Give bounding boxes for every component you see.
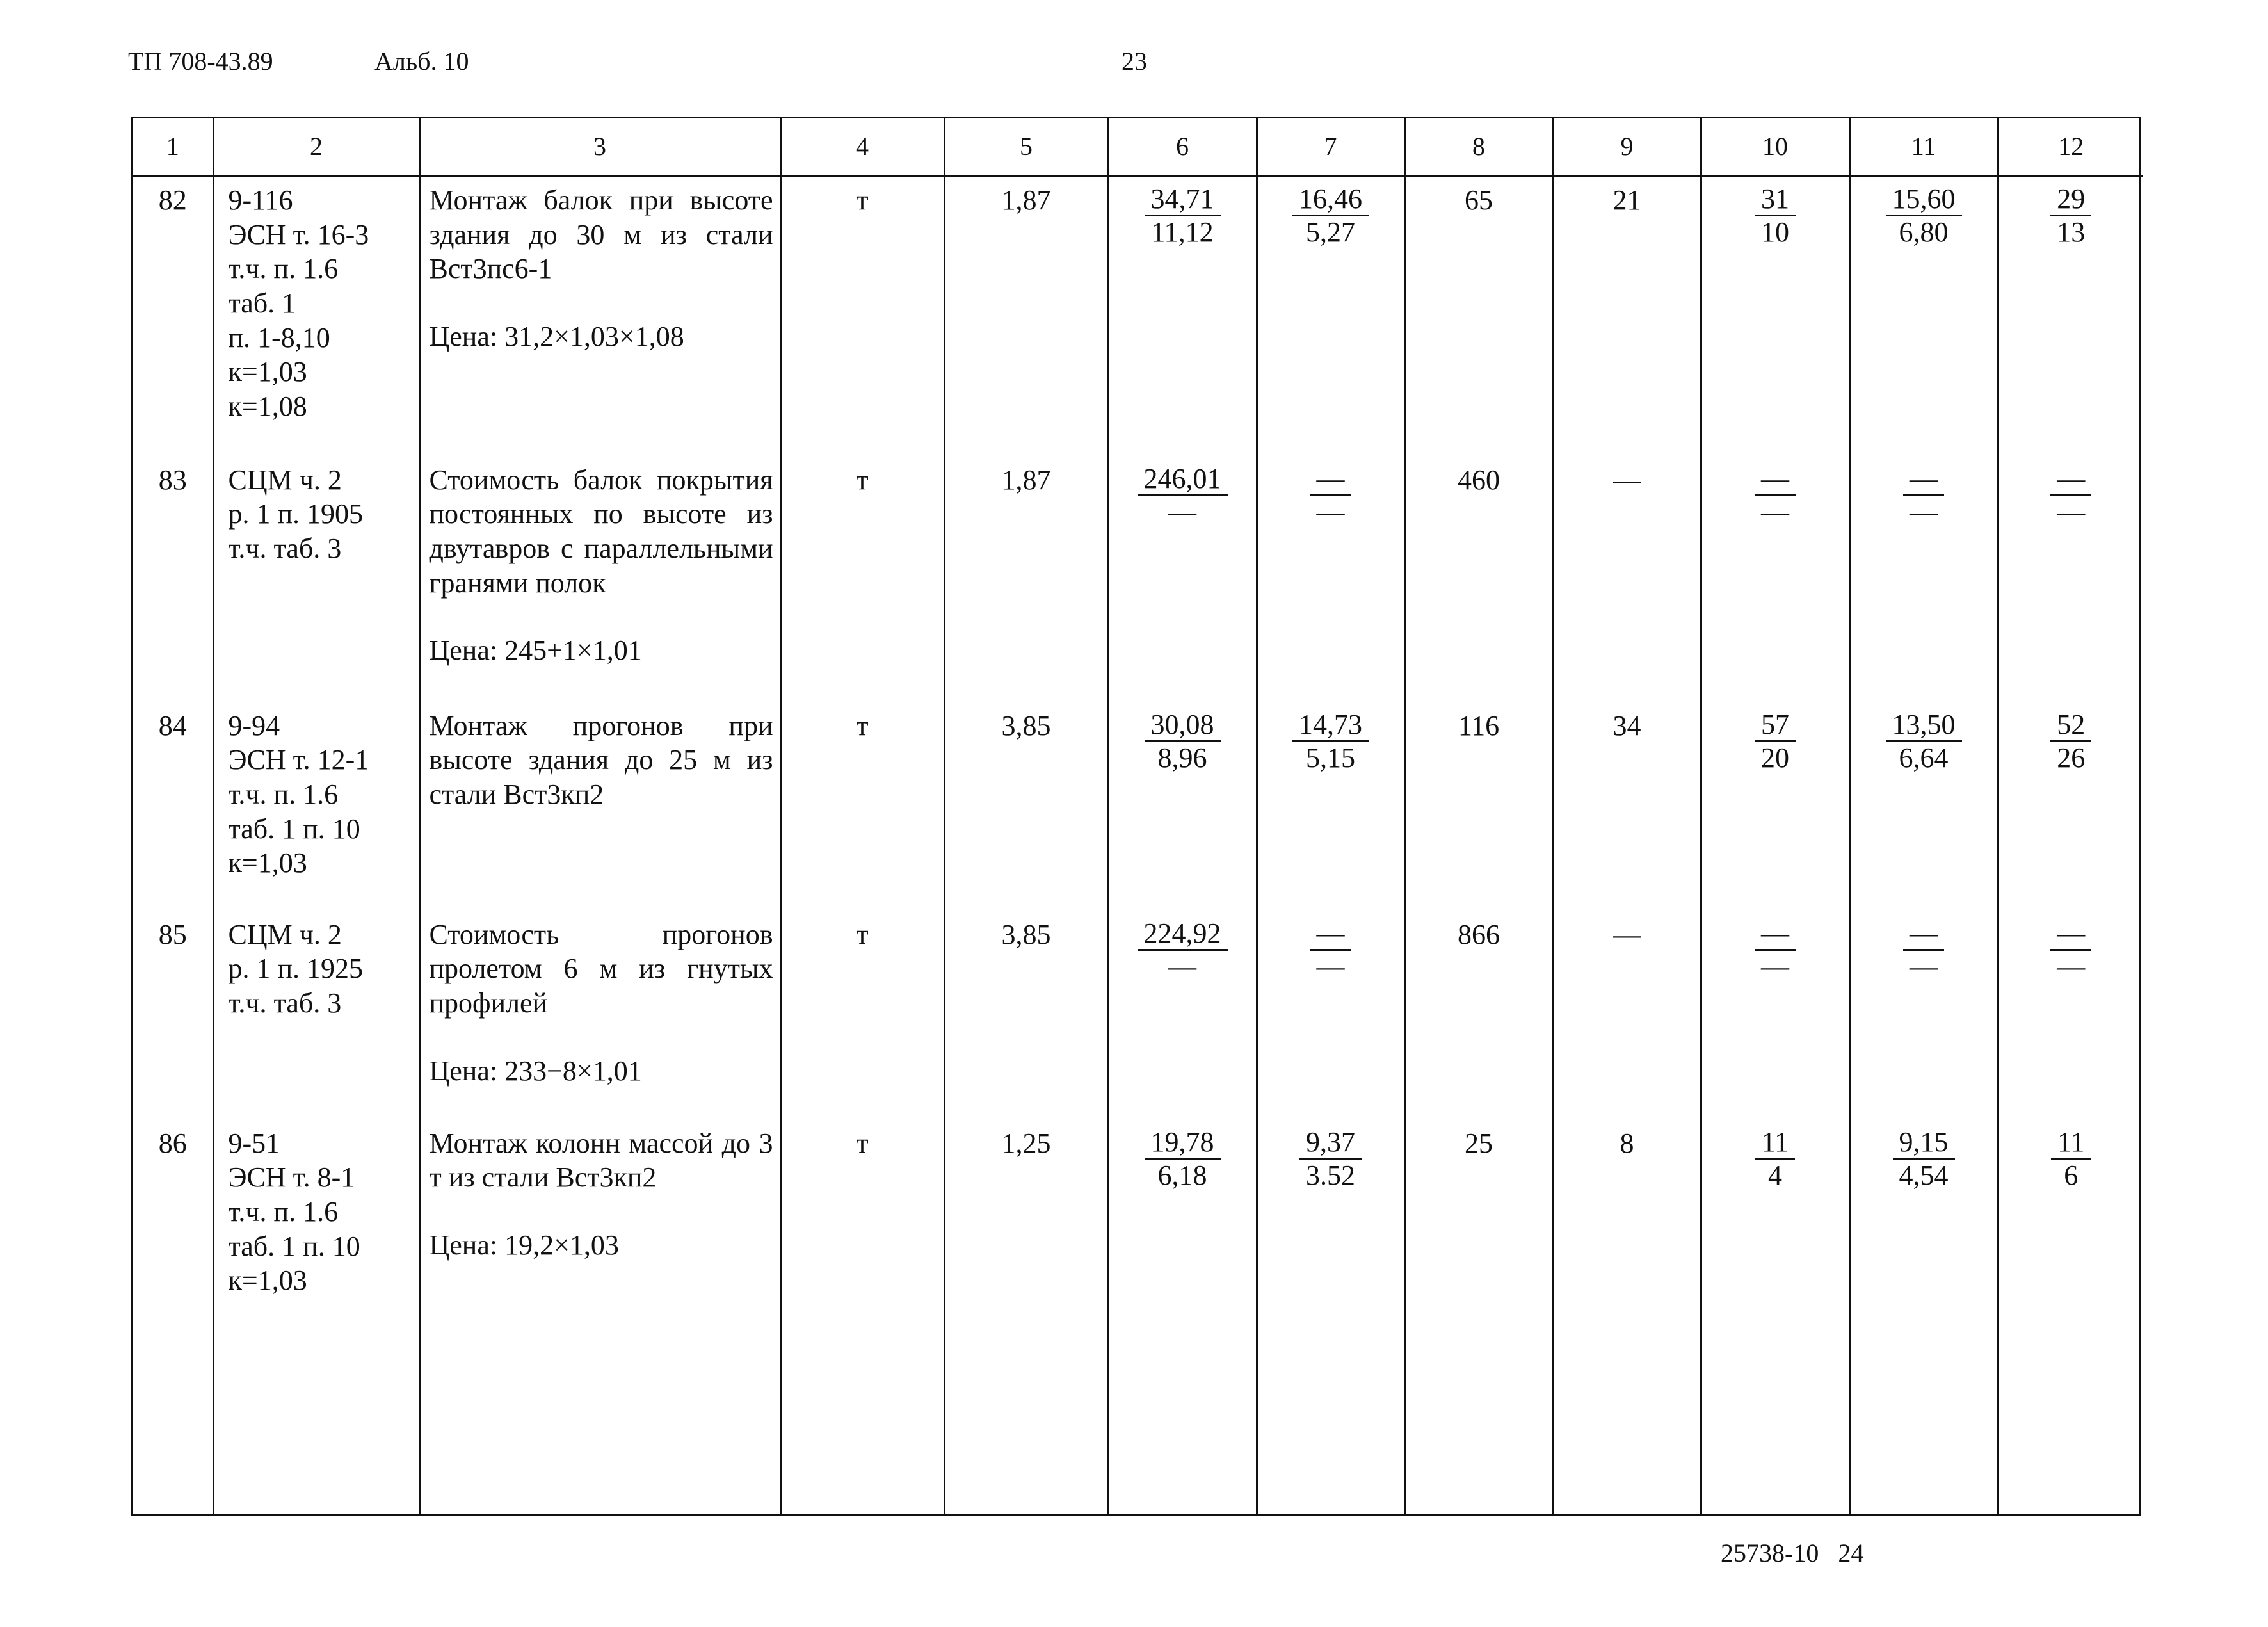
fraction-c12 xyxy=(2050,463,2091,528)
description-cell xyxy=(419,911,780,1120)
fraction-c6-denominator: — xyxy=(1168,950,1196,982)
value-wrap xyxy=(1258,911,1404,983)
fraction-c12-denominator: — xyxy=(2057,496,2086,528)
value-wrap xyxy=(1999,177,2144,248)
unit-cell xyxy=(780,1120,944,1515)
fraction-c12-denominator: 13 xyxy=(2057,216,2086,248)
value-wrap xyxy=(1702,177,1849,248)
value-c9: — xyxy=(1613,464,1641,496)
page-number: 23 xyxy=(1122,47,1147,76)
quantity-cell xyxy=(944,1120,1108,1515)
code-block xyxy=(214,1120,419,1298)
fraction-c11-denominator: 6,64 xyxy=(1899,741,1949,773)
fraction-c6-numerator: 30,08 xyxy=(1145,709,1221,742)
unit-cell xyxy=(780,702,944,911)
code-line: п. 1-8,10 xyxy=(228,321,330,353)
column-header: 9 xyxy=(1553,118,1701,176)
unit: т xyxy=(856,464,869,496)
fraction-c12 xyxy=(2050,918,2091,983)
value-cell-c10 xyxy=(1701,702,1849,911)
value-cell-c8 xyxy=(1404,702,1553,911)
fraction-c6 xyxy=(1138,463,1228,528)
description-cell xyxy=(419,702,780,911)
value-wrap xyxy=(1109,457,1256,528)
value-cell-c12 xyxy=(1998,176,2143,457)
column-number-row xyxy=(133,118,2143,176)
code-block xyxy=(214,177,419,424)
value-wrap xyxy=(1109,911,1256,983)
value-c8: 116 xyxy=(1458,709,1500,741)
price-formula: Цена: 233−8×1,01 xyxy=(429,1055,642,1087)
code-line: т.ч. п. 1.6 xyxy=(228,1195,339,1227)
column-header: 2 xyxy=(213,118,419,176)
fraction-c7-denominator: 5,15 xyxy=(1306,741,1355,773)
row-number: 84 xyxy=(158,709,187,741)
code-line: ЭСН т. 12-1 xyxy=(228,744,369,776)
unit-cell xyxy=(780,457,944,702)
fraction-c7 xyxy=(1299,1126,1362,1192)
value-c9: 34 xyxy=(1613,709,1641,741)
fraction-c10 xyxy=(1755,1126,1795,1192)
value-cell-c6 xyxy=(1108,911,1257,1120)
code-line: 9-94 xyxy=(228,709,280,741)
value-wrap xyxy=(1109,702,1256,774)
fraction-c12 xyxy=(2050,709,2091,774)
document-code: ТП 708-43.89 xyxy=(128,47,273,76)
fraction-c7-numerator: 14,73 xyxy=(1292,709,1369,742)
value-wrap xyxy=(1109,177,1256,248)
unit-cell xyxy=(780,911,944,1120)
description-block xyxy=(421,911,780,1089)
quantity-cell xyxy=(944,702,1108,911)
fraction-c11-denominator: 4,54 xyxy=(1899,1159,1949,1191)
value-cell-c10 xyxy=(1701,911,1849,1120)
code-line: к=1,03 xyxy=(228,356,307,388)
code-line: т.ч. таб. 3 xyxy=(228,987,342,1019)
fraction-c7-denominator: — xyxy=(1316,950,1345,982)
code-line: к=1,08 xyxy=(228,391,307,423)
fraction-c11-denominator: — xyxy=(1910,950,1938,982)
value-cell-c11 xyxy=(1849,176,1998,457)
code-line: р. 1 п. 1905 xyxy=(228,498,364,530)
value-wrap xyxy=(1851,177,1997,248)
fraction-c11 xyxy=(1893,1126,1955,1192)
value-wrap xyxy=(1999,911,2144,983)
value-cell-c7 xyxy=(1257,1120,1404,1515)
quantity: 3,85 xyxy=(1001,918,1051,950)
row-number-cell xyxy=(133,1120,213,1515)
row-number-cell xyxy=(133,702,213,911)
fraction-c12-numerator: — xyxy=(2050,918,2091,951)
code-line: таб. 1 п. 10 xyxy=(228,813,360,845)
value-cell-c6 xyxy=(1108,1120,1257,1515)
description-cell xyxy=(419,176,780,457)
fraction-c6-denominator: 11,12 xyxy=(1151,216,1214,248)
code-line: ЭСН т. 8-1 xyxy=(228,1162,355,1194)
value-cell-c8 xyxy=(1404,911,1553,1120)
fraction-c12-denominator: 6 xyxy=(2064,1159,2079,1191)
value-cell-c8 xyxy=(1404,176,1553,457)
code-cell xyxy=(213,176,419,457)
fraction-c10-numerator: — xyxy=(1755,918,1796,951)
fraction-c6-denominator: 6,18 xyxy=(1157,1159,1207,1191)
description-block xyxy=(421,1120,780,1263)
column-header: 8 xyxy=(1404,118,1553,176)
code-line: 9-51 xyxy=(228,1127,280,1159)
value-cell-c7 xyxy=(1257,457,1404,702)
value-cell-c7 xyxy=(1257,176,1404,457)
fraction-c12-numerator: — xyxy=(2050,463,2091,496)
fraction-c11 xyxy=(1886,183,1962,248)
value-cell-c11 xyxy=(1849,702,1998,911)
fraction-c6-numerator: 224,92 xyxy=(1138,918,1228,951)
fraction-c7-denominator: — xyxy=(1316,496,1345,528)
order-code: 25738-10 xyxy=(1721,1539,1819,1567)
unit: т xyxy=(856,918,869,950)
table-row xyxy=(133,1120,2143,1515)
sheet-number: 24 xyxy=(1838,1539,1864,1567)
value-cell-c8 xyxy=(1404,1120,1553,1515)
quantity-cell xyxy=(944,911,1108,1120)
fraction-c11 xyxy=(1903,463,1944,528)
code-line: таб. 1 п. 10 xyxy=(228,1230,360,1262)
fraction-c6-denominator: — xyxy=(1168,496,1196,528)
value-cell-c10 xyxy=(1701,457,1849,702)
value-wrap xyxy=(1258,177,1404,248)
fraction-c7-numerator: — xyxy=(1310,918,1351,951)
fraction-c11-denominator: 6,80 xyxy=(1899,216,1949,248)
fraction-c10-numerator: 31 xyxy=(1755,183,1796,216)
row-number-cell xyxy=(133,911,213,1120)
value-cell-c11 xyxy=(1849,1120,1998,1515)
fraction-c6 xyxy=(1138,918,1228,983)
value-cell-c9 xyxy=(1553,1120,1701,1515)
fraction-c12-numerator: 52 xyxy=(2050,709,2091,742)
fraction-c10-denominator: 20 xyxy=(1761,741,1789,773)
fraction-c10-denominator: 4 xyxy=(1768,1159,1782,1191)
description-block xyxy=(421,457,780,668)
quantity: 1,87 xyxy=(1001,464,1051,496)
fraction-c7-denominator: 5,27 xyxy=(1306,216,1355,248)
unit-cell xyxy=(780,176,944,457)
value-wrap xyxy=(1999,1120,2144,1192)
value-wrap xyxy=(1702,911,1849,983)
fraction-c6 xyxy=(1145,709,1221,774)
code-line: т.ч. таб. 3 xyxy=(228,532,342,564)
fraction-c11-numerator: — xyxy=(1903,463,1944,496)
fraction-c11-numerator: 15,60 xyxy=(1886,183,1962,216)
value-wrap xyxy=(1258,1120,1404,1192)
table-row xyxy=(133,457,2143,702)
value-cell-c12 xyxy=(1998,702,2143,911)
row-number: 83 xyxy=(158,464,187,496)
work-description: Монтаж колонн массой до 3 т из стали Вст3кп2 xyxy=(429,1127,773,1194)
code-block xyxy=(214,702,419,880)
code-line: т.ч. п. 1.6 xyxy=(228,253,339,285)
fraction-c11-numerator: 9,15 xyxy=(1893,1126,1955,1160)
value-wrap xyxy=(1702,702,1849,774)
value-cell-c6 xyxy=(1108,702,1257,911)
fraction-c10 xyxy=(1755,183,1796,248)
value-wrap xyxy=(1851,702,1997,774)
column-header: 12 xyxy=(1998,118,2143,176)
quantity: 1,87 xyxy=(1001,184,1051,216)
fraction-c7-numerator: 16,46 xyxy=(1292,183,1369,216)
estimate-table-frame xyxy=(131,117,2141,1516)
value-c9: 21 xyxy=(1613,184,1641,216)
value-cell-c8 xyxy=(1404,457,1553,702)
fraction-c12 xyxy=(2050,183,2091,248)
price-formula: Цена: 31,2×1,03×1,08 xyxy=(429,321,684,353)
value-wrap xyxy=(1851,1120,1997,1192)
row-number: 85 xyxy=(158,918,187,950)
unit: т xyxy=(856,709,869,741)
fraction-c10-numerator: — xyxy=(1755,463,1796,496)
work-description: Монтаж прогонов при высоте здания до 25 м из стали Вст3кп2 xyxy=(429,709,773,810)
value-cell-c6 xyxy=(1108,457,1257,702)
fraction-c11-denominator: — xyxy=(1910,496,1938,528)
value-wrap xyxy=(1109,1120,1256,1192)
work-description: Стоимость балок покрытия постоянных по высоте из двутавров с параллельными гранями полок xyxy=(429,464,773,599)
table-row xyxy=(133,176,2143,457)
value-wrap xyxy=(1851,911,1997,983)
table-row xyxy=(133,702,2143,911)
fraction-c6-denominator: 8,96 xyxy=(1157,741,1207,773)
value-cell-c7 xyxy=(1257,911,1404,1120)
value-cell-c10 xyxy=(1701,1120,1849,1515)
value-cell-c6 xyxy=(1108,176,1257,457)
column-header: 7 xyxy=(1257,118,1404,176)
fraction-c12 xyxy=(2051,1126,2091,1192)
column-header: 3 xyxy=(419,118,780,176)
fraction-c10 xyxy=(1755,918,1796,983)
value-cell-c11 xyxy=(1849,911,1998,1120)
fraction-c11-numerator: — xyxy=(1903,918,1944,951)
value-c8: 25 xyxy=(1465,1127,1493,1159)
code-cell xyxy=(213,702,419,911)
value-cell-c10 xyxy=(1701,176,1849,457)
value-c8: 65 xyxy=(1465,184,1493,216)
fraction-c7 xyxy=(1310,463,1351,528)
code-cell xyxy=(213,911,419,1120)
code-line: 9-116 xyxy=(228,184,293,216)
fraction-c7-numerator: 9,37 xyxy=(1299,1126,1362,1160)
value-wrap xyxy=(1999,702,2144,774)
column-header: 4 xyxy=(780,118,944,176)
fraction-c6 xyxy=(1145,1126,1221,1192)
description-cell xyxy=(419,457,780,702)
value-c8: 460 xyxy=(1458,464,1500,496)
fraction-c11 xyxy=(1903,918,1944,983)
fraction-c10-numerator: 57 xyxy=(1755,709,1796,742)
description-block xyxy=(421,177,780,354)
column-header: 6 xyxy=(1108,118,1257,176)
table-body xyxy=(133,176,2143,1515)
work-description: Стоимость прогонов пролетом 6 м из гнутых профилей xyxy=(429,918,773,1019)
quantity: 1,25 xyxy=(1001,1127,1051,1159)
fraction-c6-numerator: 34,71 xyxy=(1145,183,1221,216)
column-header: 1 xyxy=(133,118,213,176)
fraction-c6-numerator: 19,78 xyxy=(1145,1126,1221,1160)
fraction-c11-numerator: 13,50 xyxy=(1886,709,1962,742)
fraction-c10-denominator: — xyxy=(1761,496,1789,528)
code-line: СЦМ ч. 2 xyxy=(228,918,342,950)
fraction-c7 xyxy=(1292,709,1369,774)
quantity-cell xyxy=(944,176,1108,457)
code-line: ЭСН т. 16-3 xyxy=(228,218,369,250)
code-block xyxy=(214,911,419,1021)
work-description: Монтаж балок при высоте здания до 30 м из стали Вст3пс6-1 xyxy=(429,184,773,285)
value-cell-c9 xyxy=(1553,176,1701,457)
column-header: 10 xyxy=(1701,118,1849,176)
value-c9: 8 xyxy=(1620,1127,1634,1159)
value-cell-c12 xyxy=(1998,911,2143,1120)
column-header: 5 xyxy=(944,118,1108,176)
row-number-cell xyxy=(133,176,213,457)
code-line: к=1,03 xyxy=(228,847,307,879)
value-cell-c11 xyxy=(1849,457,1998,702)
value-cell-c12 xyxy=(1998,1120,2143,1515)
row-number: 86 xyxy=(158,1127,187,1159)
estimate-table xyxy=(133,118,2143,1514)
fraction-c10-denominator: — xyxy=(1761,950,1789,982)
value-cell-c9 xyxy=(1553,702,1701,911)
value-cell-c9 xyxy=(1553,457,1701,702)
table-row xyxy=(133,911,2143,1120)
code-line: к=1,03 xyxy=(228,1265,307,1297)
value-cell-c9 xyxy=(1553,911,1701,1120)
value-wrap xyxy=(1258,457,1404,528)
fraction-c12-denominator: 26 xyxy=(2057,741,2086,773)
row-number-cell xyxy=(133,457,213,702)
fraction-c10-denominator: 10 xyxy=(1761,216,1789,248)
row-number: 82 xyxy=(158,184,187,216)
fraction-c12-numerator: 29 xyxy=(2050,183,2091,216)
quantity: 3,85 xyxy=(1001,709,1051,741)
fraction-c6-numerator: 246,01 xyxy=(1138,463,1228,496)
code-cell xyxy=(213,457,419,702)
code-line: СЦМ ч. 2 xyxy=(228,464,342,496)
fraction-c12-denominator: — xyxy=(2057,950,2086,982)
value-wrap xyxy=(1851,457,1997,528)
fraction-c7 xyxy=(1310,918,1351,983)
page-footer xyxy=(1721,1538,1863,1568)
fraction-c7-numerator: — xyxy=(1310,463,1351,496)
code-line: таб. 1 xyxy=(228,287,296,320)
code-block xyxy=(214,457,419,566)
value-cell-c12 xyxy=(1998,457,2143,702)
fraction-c7-denominator: 3.52 xyxy=(1306,1159,1355,1191)
price-formula: Цена: 19,2×1,03 xyxy=(429,1229,619,1261)
unit: т xyxy=(856,1127,869,1159)
value-cell-c7 xyxy=(1257,702,1404,911)
code-line: т.ч. п. 1.6 xyxy=(228,778,339,810)
value-c8: 866 xyxy=(1458,918,1500,950)
fraction-c10 xyxy=(1755,709,1796,774)
unit: т xyxy=(856,184,869,216)
value-wrap xyxy=(1999,457,2144,528)
page-header xyxy=(128,46,2140,85)
code-line: р. 1 п. 1925 xyxy=(228,953,364,985)
value-wrap xyxy=(1702,457,1849,528)
quantity-cell xyxy=(944,457,1108,702)
album-label: Альб. 10 xyxy=(374,47,469,76)
value-wrap xyxy=(1258,702,1404,774)
code-cell xyxy=(213,1120,419,1515)
price-formula: Цена: 245+1×1,01 xyxy=(429,635,642,667)
fraction-c6 xyxy=(1145,183,1221,248)
description-block xyxy=(421,702,780,812)
fraction-c11 xyxy=(1886,709,1962,774)
fraction-c12-numerator: 11 xyxy=(2051,1126,2091,1160)
value-c9: — xyxy=(1613,918,1641,950)
description-cell xyxy=(419,1120,780,1515)
column-header: 11 xyxy=(1849,118,1998,176)
fraction-c10-numerator: 11 xyxy=(1755,1126,1795,1160)
fraction-c10 xyxy=(1755,463,1796,528)
value-wrap xyxy=(1702,1120,1849,1192)
fraction-c7 xyxy=(1292,183,1369,248)
